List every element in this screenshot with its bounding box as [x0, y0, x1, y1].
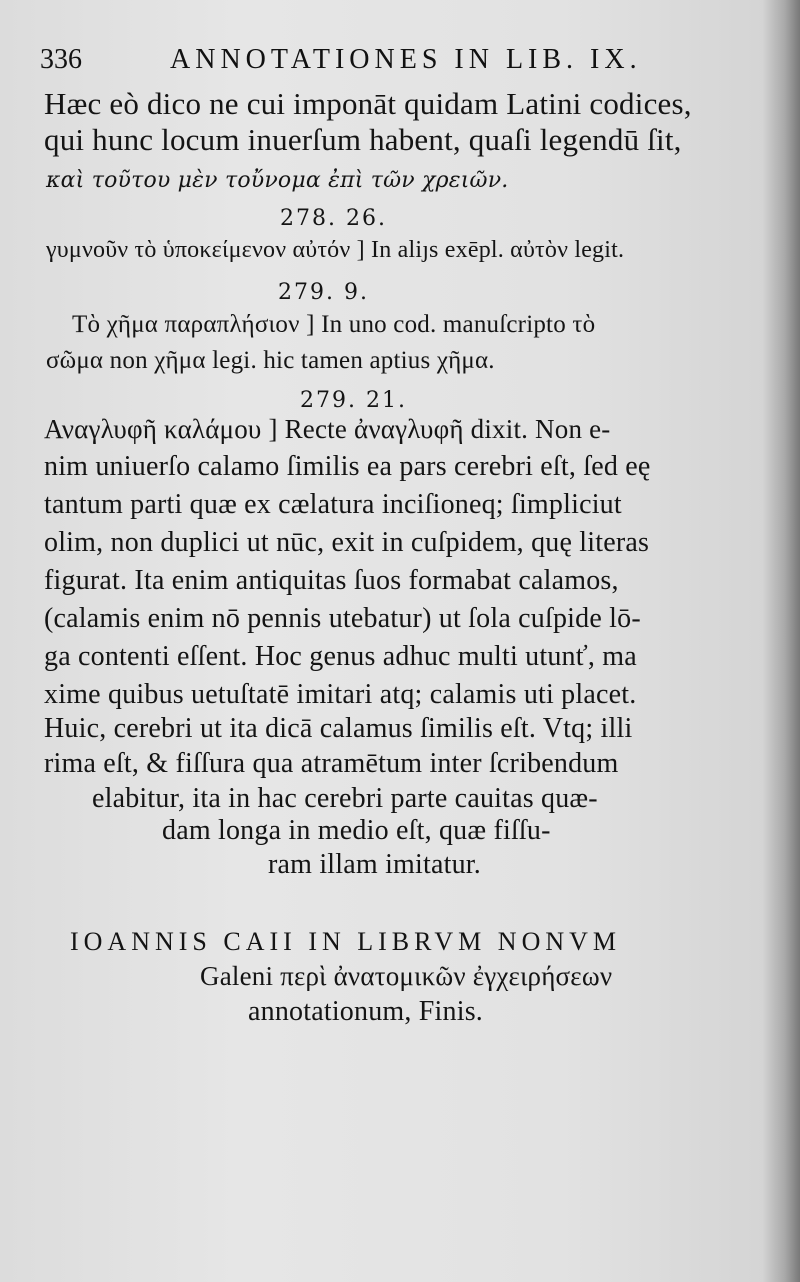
text-line: Huic, cerebri ut ita dicā calamus ſimilis eſt. Vtq; illi [44, 713, 633, 744]
running-head-title: ANNOTATIONES IN LIB. IX. [170, 44, 642, 75]
running-header [40, 44, 740, 80]
colophon-heading: IOANNIS CAII IN LIBRVM NONVM [70, 927, 622, 956]
colophon-line: Galeni περὶ ἀνατομικῶν ἐγχειρήσεων [200, 961, 613, 991]
text-line: elabitur, ita in hac cerebri parte cauitas quæ- [92, 783, 598, 814]
colophon-finis: annotationum, Finis. [248, 996, 483, 1027]
page-number: 336 [40, 44, 82, 75]
text-line: figurat. Ita enim antiquitas ſuos formabat calamos, [44, 565, 619, 596]
text-line: γυμνοῦν τὸ ὑποκείμενον αὐτόν ] In aliȷs exēpl. αὐτὸν legit. [46, 237, 625, 263]
text-line: σῶμα non χῆμα legi. hic tamen aptius χῆμα. [46, 347, 495, 374]
text-line: nim uniuerſo calamo ſimilis ea pars cerebri eſt, ſed eę [44, 451, 651, 482]
text-line: rima eſt, & fiſſura qua atramētum inter ſcribendum [44, 748, 619, 779]
text-line: ga contenti eſſent. Hoc genus adhuc multi utunť, ma [44, 641, 637, 672]
reference-numbers: 279. 9. [278, 280, 369, 305]
text-line: xime quibus uetuſtatē imitari atq; calamis uti placet. [44, 679, 637, 710]
text-line: Τὸ χῆμα παραπλήσιον ] In uno cod. manuſcripto τὸ [72, 311, 596, 338]
text-line: Αναγλυφῆ καλάμου ] Recte ἀναγλυφῆ dixit. Non e- [44, 414, 611, 444]
greek-line: καὶ τοῦτου μὲν τοὔνομα ἐπὶ τῶν χρειῶν. [46, 168, 509, 193]
text-line: Hæc eò dico ne cui imponāt quidam Latini codices, [44, 86, 692, 121]
text-line: ram illam imitatur. [268, 849, 481, 880]
page-edge-shadow [762, 0, 800, 1282]
reference-numbers: 279. 21. [300, 388, 407, 413]
reference-numbers: 278. 26. [280, 206, 387, 231]
text-line: (calamis enim nō pennis utebatur) ut ſola cuſpide lō- [44, 603, 641, 634]
text-line: olim, non duplici ut nūc, exit in cuſpidem, quę literas [44, 527, 650, 558]
text-line: qui hunc locum inuerſum habent, quaſi legendū ſit, [44, 122, 682, 157]
text-line: tantum parti quæ ex cælatura inciſioneq; ſimpliciut [44, 489, 622, 520]
text-line: dam longa in medio eſt, quæ fiſſu- [162, 815, 551, 846]
